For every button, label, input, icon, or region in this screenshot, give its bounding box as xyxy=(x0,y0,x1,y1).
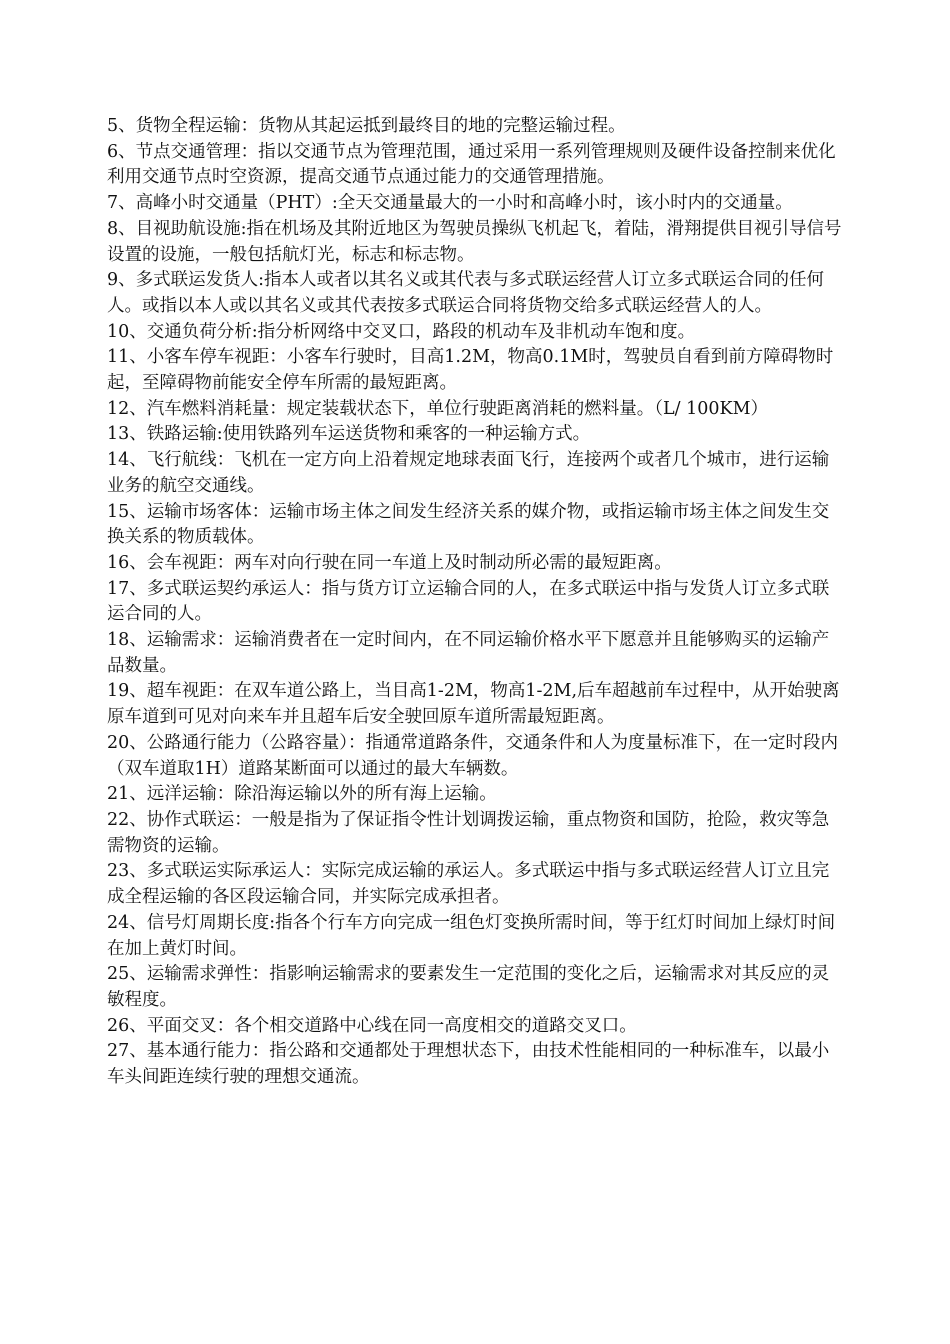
term-entry-10: 10、交通负荷分析:指分析网络中交叉口，路段的机动车及非机动车饱和度。 xyxy=(107,321,696,342)
term-entry-18: 18、运输需求：运输消费者在一定时间内，在不同运输价格水平下愿意并且能够购买的运输产品数量。 xyxy=(107,630,830,676)
term-entry-9: 9、多式联运发货人:指本人或者以其名义或其代表与多式联运经营人订立多式联运合同的任何人。或指以本人或以其名义或其代表按多式联运合同将货物交给多式联运经营人的人。 xyxy=(107,270,825,316)
term-entry-26: 26、平面交叉：各个相交道路中心线在同一高度相交的道路交叉口。 xyxy=(107,1015,637,1036)
term-entry-19: 19、超车视距：在双车道公路上，当目高1-2M，物高1-2M,后车超越前车过程中，从开始驶离原车道到可见对向来车并且超车后安全驶回原车道所需最短距离。 xyxy=(107,681,840,728)
term-entry-20: 20、公路通行能力（公路容量）：指通常道路条件，交通条件和人为度量标准下，在一定时段内（双车道取1H）道路某断面可以通过的最大车辆数。 xyxy=(107,732,839,779)
term-entry-25: 25、运输需求弹性：指影响运输需求的要素发生一定范围的变化之后，运输需求对其反应的灵敏程度。 xyxy=(107,964,830,1010)
term-entry-8: 8、目视助航设施:指在机场及其附近地区为驾驶员操纵飞机起飞，着陆，滑翔提供目视引导信号设置的设施，一般包括航灯光，标志和标志物。 xyxy=(107,218,842,265)
term-entry-23: 23、多式联运实际承运人：实际完成运输的承运人。多式联运中指与多式联运经营人订立且完成全程运输的各区段运输合同，并实际完成承担者。 xyxy=(107,861,830,908)
term-entry-11: 11、小客车停车视距：小客车行驶时，目高1.2M，物高0.1M时，驾驶员自看到前方障碍物时起，至障碍物前能安全停车所需的最短距离。 xyxy=(107,347,834,394)
term-entry-13: 13、铁路运输:使用铁路列车运送货物和乘客的一种运输方式。 xyxy=(107,424,591,445)
term-entry-7: 7、高峰小时交通量（PHT）:全天交通量最大的一小时和高峰小时，该小时内的交通量。 xyxy=(107,193,793,214)
term-entry-21: 21、远洋运输：除沿海运输以外的所有海上运输。 xyxy=(107,784,497,805)
document-body xyxy=(107,114,842,1091)
term-entry-6: 6、节点交通管理：指以交通节点为管理范围，通过采用一系列管理规则及硬件设备控制来优化利用交通节点时空资源，提高交通节点通过能力的交通管理措施。 xyxy=(107,141,836,188)
term-entry-12: 12、汽车燃料消耗量：规定装载状态下，单位行驶距离消耗的燃料量。（L/ 100KM） xyxy=(107,398,768,419)
term-entry-15: 15、运输市场客体：运输市场主体之间发生经济关系的媒介物，或指运输市场主体之间发生交换关系的物质载体。 xyxy=(107,501,830,548)
term-entry-24: 24、信号灯周期长度:指各个行车方向完成一组色灯变换所需时间，等于红灯时间加上绿灯时间在加上黄灯时间。 xyxy=(107,912,836,959)
term-entry-22: 22、协作式联运：一般是指为了保证指令性计划调拨运输，重点物资和国防，抢险，救灾等急需物资的运输。 xyxy=(107,809,830,856)
term-entry-16: 16、会车视距：两车对向行驶在同一车道上及时制动所必需的最短距离。 xyxy=(107,552,672,573)
term-entry-5: 5、货物全程运输：货物从其起运抵到最终目的地的完整运输过程。 xyxy=(107,116,626,136)
term-entry-14: 14、飞行航线：飞机在一定方向上沿着规定地球表面飞行，连接两个或者几个城市，进行运输业务的航空交通线。 xyxy=(107,450,830,496)
term-entry-27: 27、基本通行能力：指公路和交通都处于理想状态下，由技术性能相同的一种标准车，以最小车头间距连续行驶的理想交通流。 xyxy=(107,1041,830,1088)
term-entry-17: 17、多式联运契约承运人：指与货方订立运输合同的人，在多式联运中指与发货人订立多式联运合同的人。 xyxy=(107,578,830,625)
